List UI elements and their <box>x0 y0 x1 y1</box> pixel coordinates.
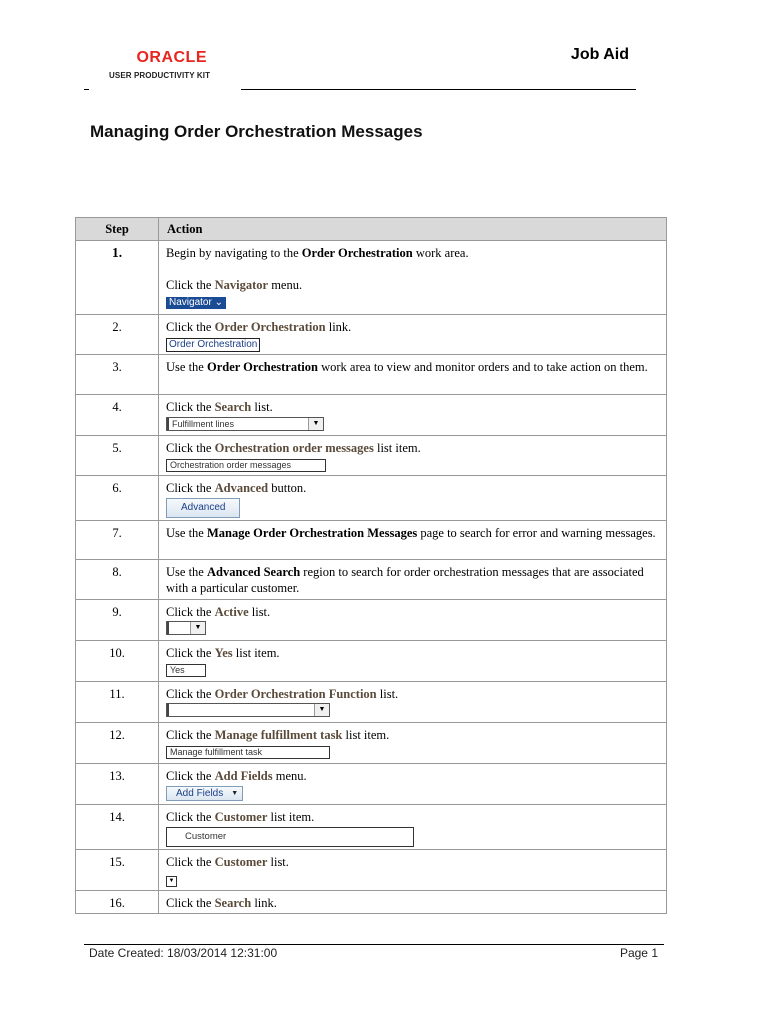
add-fields-menu-button[interactable] <box>166 786 243 801</box>
job-aid-label: Job Aid <box>570 46 629 63</box>
step-row-3 <box>76 355 667 395</box>
logo-upk-text: USER PRODUCTIVITY KIT <box>109 71 211 80</box>
action-text: Click the <box>166 320 215 334</box>
action-text: list item. <box>373 441 421 455</box>
action-target-text: Active <box>214 605 249 619</box>
action-target-text: Navigator <box>214 278 269 292</box>
yes-list-item[interactable]: Yes <box>166 664 206 677</box>
orchestration-function-value <box>167 704 314 716</box>
step-number <box>76 521 159 560</box>
action-text: Use the <box>166 565 207 579</box>
step-row-9 <box>76 600 667 641</box>
customer-dropdown-icon[interactable]: ▼ <box>166 876 177 887</box>
dropdown-arrow-icon: ▼ <box>231 790 239 797</box>
active-list-select[interactable] <box>166 621 206 635</box>
step-number-text: 13. <box>109 769 125 783</box>
step-action <box>159 395 667 436</box>
action-bold-text: Manage Order Orchestration Messages <box>206 526 418 540</box>
step-number <box>76 560 159 600</box>
step-action <box>159 850 667 891</box>
navigator-menu-button[interactable] <box>166 297 226 309</box>
action-text: Click the <box>166 687 215 701</box>
step-row-11 <box>76 682 667 723</box>
step-number-text: 11. <box>109 687 125 701</box>
step-number-text: 15. <box>109 855 125 869</box>
action-text: list. <box>251 400 273 414</box>
step-number <box>76 850 159 891</box>
step-number <box>76 641 159 682</box>
step-row-4 <box>76 395 667 436</box>
step-action <box>159 891 667 914</box>
action-bold-text: Order Orchestration <box>206 360 318 374</box>
step-number <box>76 355 159 395</box>
step-number <box>76 315 159 355</box>
step-action <box>159 436 667 476</box>
step-number <box>76 395 159 436</box>
step-number-text: 16. <box>109 896 125 910</box>
action-text: Click the <box>166 896 215 910</box>
action-text: button. <box>268 481 307 495</box>
oracle-upk-logo <box>109 50 221 81</box>
step-row-15 <box>76 850 667 891</box>
step-row-12 <box>76 723 667 764</box>
action-text: Click the <box>166 728 215 742</box>
step-row-14 <box>76 805 667 850</box>
step-action <box>159 355 667 395</box>
action-text: list. <box>248 605 271 619</box>
step-number-text: 5. <box>112 441 122 455</box>
action-target-text: Add Fields <box>214 769 273 783</box>
action-text: Click the <box>166 769 215 783</box>
action-text: Click the <box>166 605 215 619</box>
action-text: page to search for error and warning messages. <box>417 526 656 540</box>
step-number-text: 14. <box>109 810 125 824</box>
step-action <box>159 600 667 641</box>
step-action <box>159 723 667 764</box>
action-text: link. <box>251 896 277 910</box>
search-list-select[interactable] <box>166 417 324 431</box>
action-text: menu. <box>272 769 307 783</box>
column-header-action: Action <box>159 218 667 241</box>
action-text: Click the <box>166 646 215 660</box>
dropdown-arrow-icon: ▼ <box>314 704 329 716</box>
step-number-text: 2. <box>112 320 122 334</box>
action-target-text: Order Orchestration Function <box>214 687 377 701</box>
step-action <box>159 682 667 723</box>
step-action <box>159 805 667 850</box>
action-text: list item. <box>267 810 315 824</box>
step-number-text: 12. <box>109 728 125 742</box>
footer-rule <box>84 944 664 945</box>
action-target-text: Customer <box>214 810 268 824</box>
action-text: list item. <box>342 728 390 742</box>
step-action <box>159 641 667 682</box>
action-text: Click the <box>166 441 215 455</box>
action-text: Click the <box>166 855 215 869</box>
action-text: link. <box>325 320 352 334</box>
step-number-text: 4. <box>112 400 122 414</box>
footer-date-created: Date Created: 18/03/2014 12:31:00 <box>89 946 278 960</box>
action-target-text: Orchestration order messages <box>214 441 374 455</box>
step-number-text: 1. <box>111 245 123 260</box>
step-row-16 <box>76 891 667 914</box>
step-number <box>76 436 159 476</box>
advanced-button[interactable]: Advanced <box>166 498 240 518</box>
steps-table <box>75 217 667 914</box>
column-header-step: Step <box>76 218 159 241</box>
action-text: list. <box>267 855 289 869</box>
orchestration-function-select[interactable] <box>166 703 330 717</box>
step-number <box>76 805 159 850</box>
action-target-text: Search <box>214 896 252 910</box>
step-number-text: 9. <box>112 605 122 619</box>
action-text: menu. <box>268 278 303 292</box>
order-orchestration-link[interactable]: Order Orchestration <box>166 338 260 352</box>
step-action <box>159 560 667 600</box>
step-action <box>159 764 667 805</box>
footer-page-number: Page 1 <box>619 946 658 960</box>
step-number-text: 8. <box>112 565 122 579</box>
customer-list-item[interactable]: Customer <box>166 827 414 847</box>
action-text: region to search for order orchestration messages that are associated with a particular customer. <box>166 565 644 595</box>
action-target-text: Advanced <box>214 481 269 495</box>
step-row-6 <box>76 476 667 521</box>
step-action <box>159 315 667 355</box>
step-row-7 <box>76 521 667 560</box>
action-text: work area to view and monitor orders and to take action on them. <box>317 360 648 374</box>
dropdown-arrow-icon: ▼ <box>308 418 323 430</box>
add-fields-label: Add Fields <box>176 788 224 799</box>
step-number <box>76 891 159 914</box>
action-target-text: Customer <box>214 855 268 869</box>
dropdown-arrow-icon: ▼ <box>190 622 205 634</box>
navigator-menu-label: Navigator <box>169 297 212 308</box>
manage-fulfillment-task-list-item[interactable]: Manage fulfillment task <box>166 746 330 759</box>
step-number <box>76 241 159 315</box>
step-number <box>76 764 159 805</box>
step-row-1 <box>76 241 667 315</box>
step-number-text: 7. <box>112 526 122 540</box>
step-number <box>76 682 159 723</box>
action-text: Begin by navigating to the <box>166 246 302 260</box>
step-row-10 <box>76 641 667 682</box>
logo-oracle-text: ORACLE <box>136 49 207 66</box>
header-rule <box>241 89 636 90</box>
chevron-down-icon: ⌄ <box>214 297 223 308</box>
document-title: Managing Order Orchestration Messages <box>90 122 423 141</box>
action-target-text: Yes <box>214 646 233 660</box>
step-action <box>159 476 667 521</box>
action-target-text: Manage fulfillment task <box>214 728 343 742</box>
step-number <box>76 723 159 764</box>
search-list-value: Fulfillment lines <box>167 418 308 430</box>
step-row-8 <box>76 560 667 600</box>
action-text: Use the <box>166 526 207 540</box>
action-target-text: Search <box>214 400 252 414</box>
action-text: Click the <box>166 278 215 292</box>
orchestration-messages-list-item[interactable]: Orchestration order messages <box>166 459 326 472</box>
action-text: list. <box>376 687 399 701</box>
step-number <box>76 600 159 641</box>
step-number-text: 6. <box>112 481 122 495</box>
step-number-text: 10. <box>109 646 125 660</box>
step-action <box>159 521 667 560</box>
active-list-value <box>167 622 190 634</box>
action-target-text: Order Orchestration <box>214 320 326 334</box>
step-row-13 <box>76 764 667 805</box>
action-text: Click the <box>166 400 215 414</box>
action-text: Click the <box>166 810 215 824</box>
step-row-5 <box>76 436 667 476</box>
action-text: list item. <box>232 646 280 660</box>
step-action <box>159 241 667 315</box>
header-rule-short <box>84 89 89 90</box>
step-row-2 <box>76 315 667 355</box>
action-bold-text: Order Orchestration <box>301 246 413 260</box>
action-text: Click the <box>166 481 215 495</box>
step-number-text: 3. <box>112 360 122 374</box>
step-number <box>76 476 159 521</box>
action-text: Use the <box>166 360 207 374</box>
action-bold-text: Advanced Search <box>206 565 301 579</box>
table-header-row <box>76 218 667 241</box>
action-text: work area. <box>412 246 469 260</box>
